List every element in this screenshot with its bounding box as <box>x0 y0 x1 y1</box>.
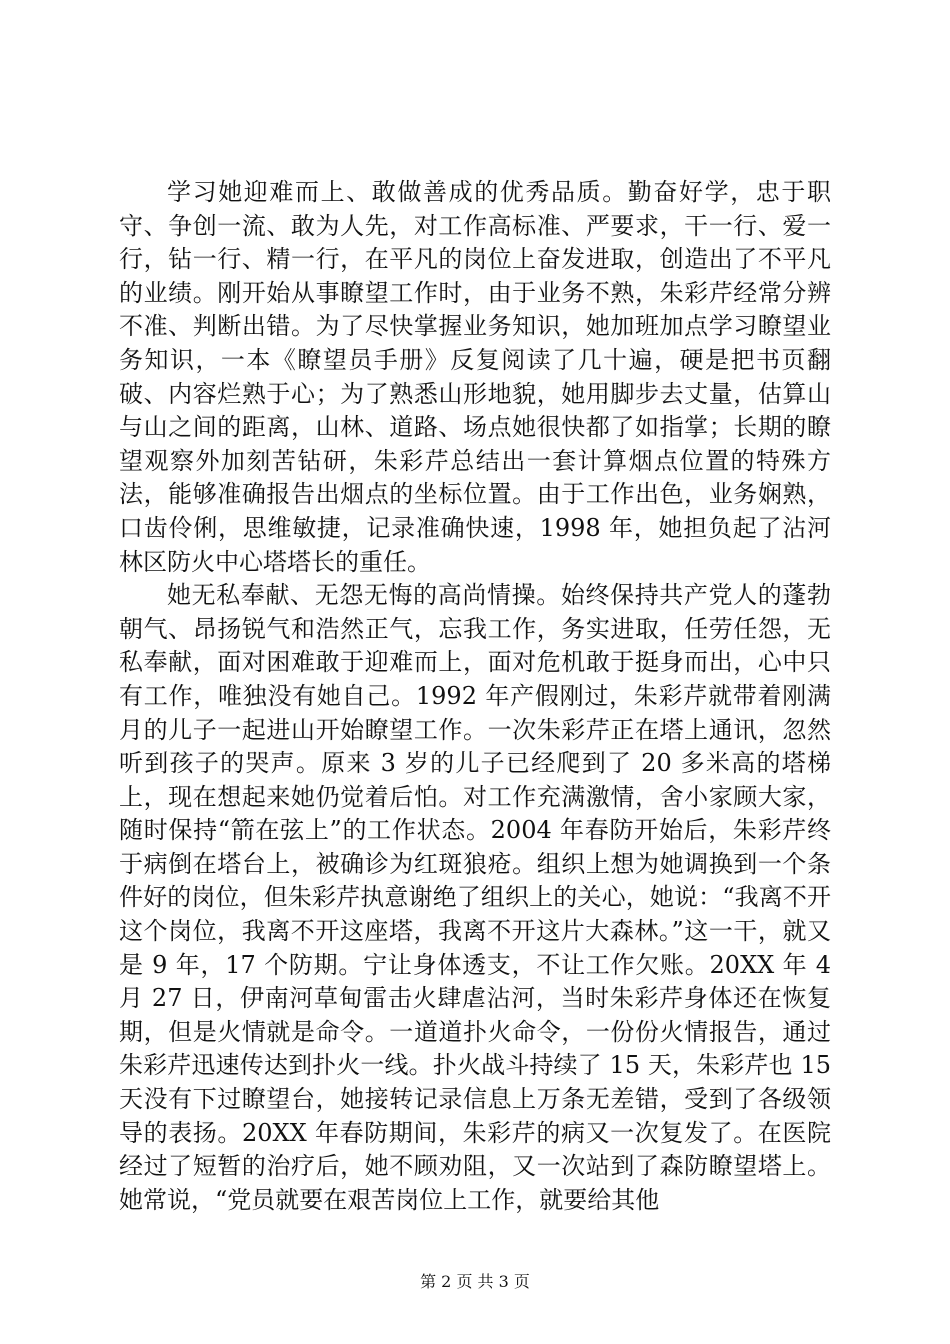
page-number-footer: 第 2 页 共 3 页 <box>420 1272 530 1291</box>
document-body <box>119 176 831 1217</box>
paragraph-1: 学习她迎难而上、敢做善成的优秀品质。勤奋好学，忠于职守、争创一流、敢为人先，对工作高标准、严要求，干一行、爱一行，钻一行、精一行，在平凡的岗位上奋发进取，创造出了不平凡的业绩。刚开始从事瞭望工作时，由于业务不熟，朱彩芹经常分辨不准、判断出错。为了尽快掌握业务知识，她加班加点学习瞭望业务知识，一本《瞭望员手册》反复阅读了几十遍，硬是把书页翻破、内容烂熟于心；为了熟悉山形地貌，她用脚步去丈量，估算山与山之间的距离，山林、道路、场点她很快都了如指掌；长期的瞭望观察外加刻苦钻研，朱彩芹总结出一套计算烟点位置的特殊方法，能够准确报告出烟点的坐标位置。由于工作出色，业务娴熟，口齿伶俐，思维敏捷，记录准确快速，1998 年，她担负起了沾河林区防火中心塔塔长的重任。 <box>119 178 831 576</box>
paragraph-2: 她无私奉献、无怨无悔的高尚情操。始终保持共产党人的蓬勃朝气、昂扬锐气和浩然正气，忘我工作，务实进取，任劳任怨，无私奉献，面对困难敢于迎难而上，面对危机敢于挺身而出，心中只有工作，唯独没有她自己。1992 年产假刚过，朱彩芹就带着刚满月的儿子一起进山开始瞭望工作。一次朱彩芹正在塔上通讯，忽然听到孩子的哭声。原来 3 岁的儿子已经爬到了 20 多米高的塔梯上，现在想起来她仍觉着后怕。对工作充满激情，舍小家顾大家，随时保持“箭在弦上”的工作状态。2004 年春防开始后，朱彩芹终于病倒在塔台上，被确诊为红斑狼疮。组织上想为她调换到一个条件好的岗位，但朱彩芹执意谢绝了组织上的关心，她说：“我离不开这个岗位，我离不开这座塔，我离不开这片大森林。”这一干，就又是 9 年，17 个防期。宁让身体透支，不让工作欠账。20XX 年 4 月 27 日，伊南河草甸雷击火肆虐沾河，当时朱彩芹身体还在恢复期，但是火情就是命令。一道道扑火命令，一份份火情报告，通过朱彩芹迅速传达到扑火一线。扑火战斗持续了 15 天，朱彩芹也 15 天没有下过瞭望台，她接转记录信息上万条无差错，受到了各级领导的表扬。20XX 年春防期间，朱彩芹的病又一次复发了。在医院经过了短暂的治疗后，她不顾劝阻，又一次站到了森防瞭望塔上。她常说，“党员就要在艰苦岗位上工作，就要给其他 <box>119 581 831 1214</box>
